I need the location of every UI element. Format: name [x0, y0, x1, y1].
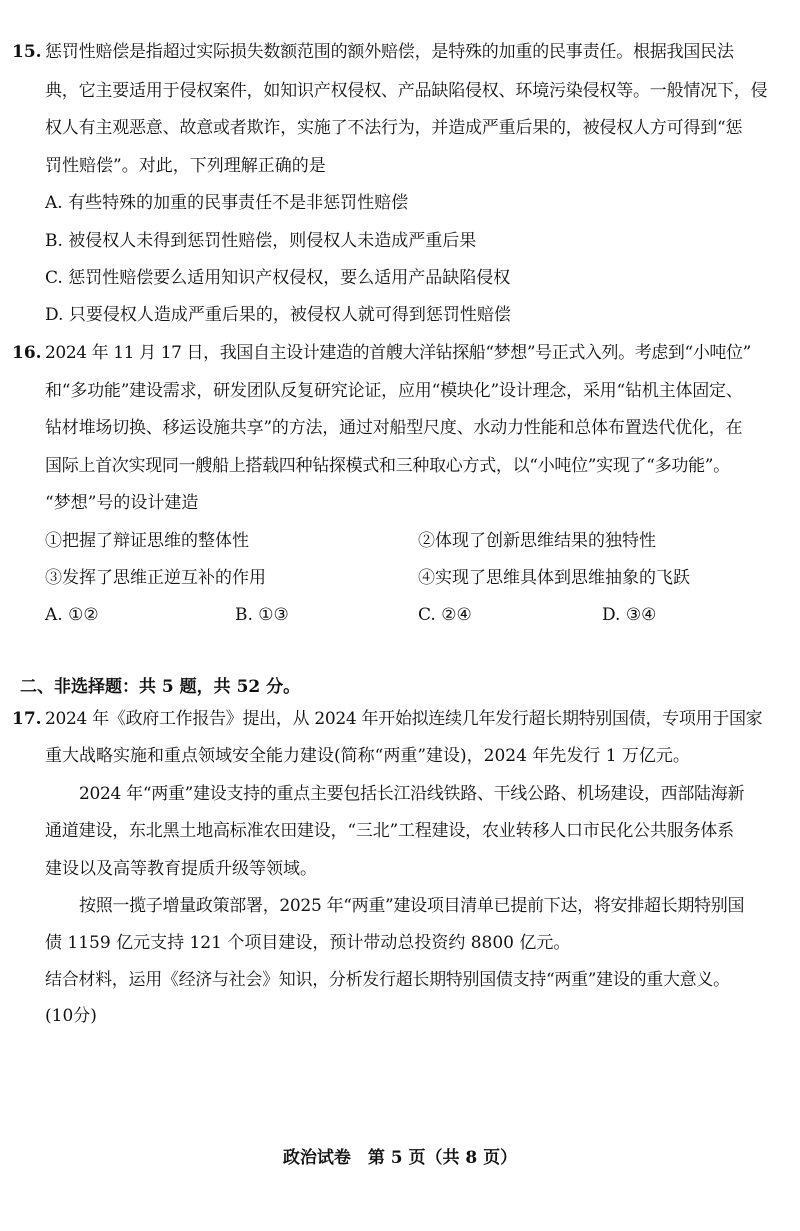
question-text-line: 和“多功能”建设需求，研发团队反复研究论证，应用“模块化”设计理念，采用“钻机主体固定、 [45, 381, 743, 401]
section-heading: 二、非选择题：共 5 题，共 52 分。 [20, 677, 301, 697]
choice-a: A. ①② [45, 605, 99, 625]
question-text-line: 罚性赔偿”。对此，下列理解正确的是 [45, 156, 326, 176]
statement-3: ③发挥了思维正逆互补的作用 [45, 568, 266, 588]
choice-d: D. ③④ [602, 605, 657, 625]
question-text-line: 2024 年 11 月 17 日，我国自主设计建造的首艘大洋钻探船“梦想”号正式入列。考虑到“小吨位” [45, 343, 751, 363]
question-number: 17. [12, 709, 42, 729]
page-footer: 政治试卷 第 5 页（共 8 页） [282, 1148, 518, 1168]
question-text-line: 钻材堆场切换、移运设施共享”的方法，通过对船型尺度、水动力性能和总体布置迭代优化，在 [45, 418, 743, 438]
statement-2: ②体现了创新思维结果的独特性 [418, 531, 656, 551]
option-c: C. 惩罚性赔偿要么适用知识产权侵权，要么适用产品缺陷侵权 [45, 268, 511, 288]
material-paragraph-line: 债 1159 亿元支持 121 个项目建设，预计带动总投资约 8800 亿元。 [45, 933, 571, 953]
question-text-line: 权人有主观恶意、故意或者欺诈，实施了不法行为，并造成严重后果的，被侵权人方可得到“惩 [45, 118, 743, 138]
question-text-line: 惩罚性赔偿是指超过实际损失数额范围的额外赔偿，是特殊的加重的民事责任。根据我国民法 [45, 42, 734, 62]
material-paragraph-line: 按照一揽子增量政策部署，2025 年“两重”建设项目清单已提前下达，将安排超长期特别国 [79, 896, 745, 916]
question-text-line: 重大战略实施和重点领域安全能力建设(简称“两重”建设)，2024 年先发行 1 万亿元。 [45, 746, 690, 766]
option-d: D. 只要侵权人造成严重后果的，被侵权人就可得到惩罚性赔偿 [45, 305, 511, 325]
question-text-line: “梦想”号的设计建造 [45, 493, 199, 513]
score-note: (10分) [45, 1006, 97, 1026]
question-text-line: 2024 年《政府工作报告》提出，从 2024 年开始拟连续几年发行超长期特别国债，专项用于国家 [45, 709, 763, 729]
statement-1: ①把握了辩证思维的整体性 [45, 531, 249, 551]
question-text-line: 典，它主要适用于侵权案件，如知识产权侵权、产品缺陷侵权、环境污染侵权等。一般情况下，侵 [45, 81, 768, 101]
statement-4: ④实现了思维具体到思维抽象的飞跃 [418, 568, 690, 588]
material-paragraph-line: 2024 年“两重”建设支持的重点主要包括长江沿线铁路、干线公路、机场建设，西部陆海新 [79, 784, 745, 804]
question-text-line: 国际上首次实现同一艘船上搭载四种钻探模式和三种取心方式，以“小吨位”实现了“多功能”。 [45, 456, 730, 476]
option-b: B. 被侵权人未得到惩罚性赔偿，则侵权人未造成严重后果 [45, 231, 477, 251]
question-number: 16. [12, 343, 42, 363]
option-a: A. 有些特殊的加重的民事责任不是非惩罚性赔偿 [45, 193, 409, 213]
question-prompt: 结合材料，运用《经济与社会》知识，分析发行超长期特别国债支持“两重”建设的重大意义。 [45, 970, 730, 990]
material-paragraph-line: 通道建设，东北黑土地高标准农田建设，“三北”工程建设，农业转移人口市民化公共服务体系 [45, 821, 734, 841]
choice-b: B. ①③ [235, 605, 289, 625]
material-paragraph-line: 建设以及高等教育提质升级等领域。 [45, 859, 317, 879]
question-number: 15. [12, 42, 42, 62]
choice-c: C. ②④ [418, 605, 472, 625]
